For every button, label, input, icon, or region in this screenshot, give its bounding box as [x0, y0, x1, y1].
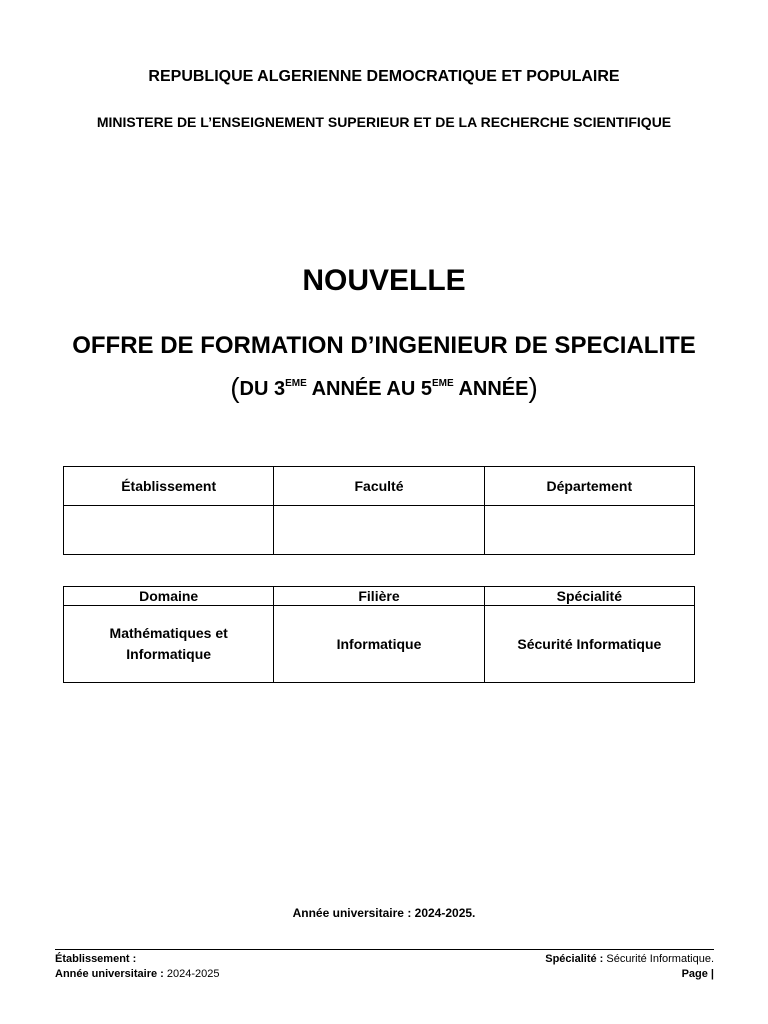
footer-year-label: Année universitaire : — [55, 968, 164, 980]
header-faculte: Faculté — [274, 467, 484, 506]
institution-table — [63, 466, 695, 555]
title-main: NOUVELLE — [302, 264, 466, 297]
header-departement: Département — [484, 467, 694, 506]
title-year-range — [0, 372, 768, 404]
range-sup-1: EME — [285, 378, 307, 389]
table-row — [64, 506, 695, 555]
value-etablissement — [64, 506, 274, 555]
value-departement — [484, 506, 694, 555]
table-header-row — [64, 467, 695, 506]
table-row — [64, 606, 695, 683]
header-republic: REPUBLIQUE ALGERIENNE DEMOCRATIQUE ET POPULAIRE — [148, 68, 620, 85]
header-filiere: Filière — [274, 587, 484, 606]
footer-divider — [55, 949, 714, 950]
footer-year-value: 2024-2025 — [163, 968, 220, 980]
footer-right — [545, 952, 714, 982]
value-specialite: Sécurité Informatique — [484, 606, 694, 683]
header-domaine: Domaine — [64, 587, 274, 606]
value-faculte — [274, 506, 484, 555]
value-filiere: Informatique — [274, 606, 484, 683]
header-etablissement: Établissement — [64, 467, 274, 506]
range-sup-2: EME — [431, 378, 454, 389]
range-part-3: ANNÉE — [453, 378, 529, 400]
footer-page-label: Page | — [681, 968, 714, 980]
open-paren: ( — [230, 372, 240, 403]
academic-year: Année universitaire : 2024-2025. — [292, 906, 476, 920]
range-part-2: ANNÉE AU 5 — [306, 378, 432, 400]
specialty-table — [63, 586, 695, 683]
table-header-row — [64, 587, 695, 606]
footer-left — [55, 952, 220, 982]
footer-specialite-label: Spécialité : — [545, 953, 604, 965]
footer-specialite-value: Sécurité Informatique. — [603, 953, 714, 965]
title-sub: OFFRE DE FORMATION D’INGENIEUR DE SPECIALITE — [72, 332, 696, 359]
close-paren: ) — [528, 372, 538, 403]
value-domaine: Mathématiques et Informatique — [64, 606, 274, 683]
header-ministry: MINISTERE DE L’ENSEIGNEMENT SUPERIEUR ET DE LA RECHERCHE SCIENTIFIQUE — [96, 114, 672, 130]
footer-etablissement-label: Établissement : — [55, 953, 137, 965]
range-part-1: DU 3 — [239, 378, 286, 400]
header-specialite: Spécialité — [484, 587, 694, 606]
